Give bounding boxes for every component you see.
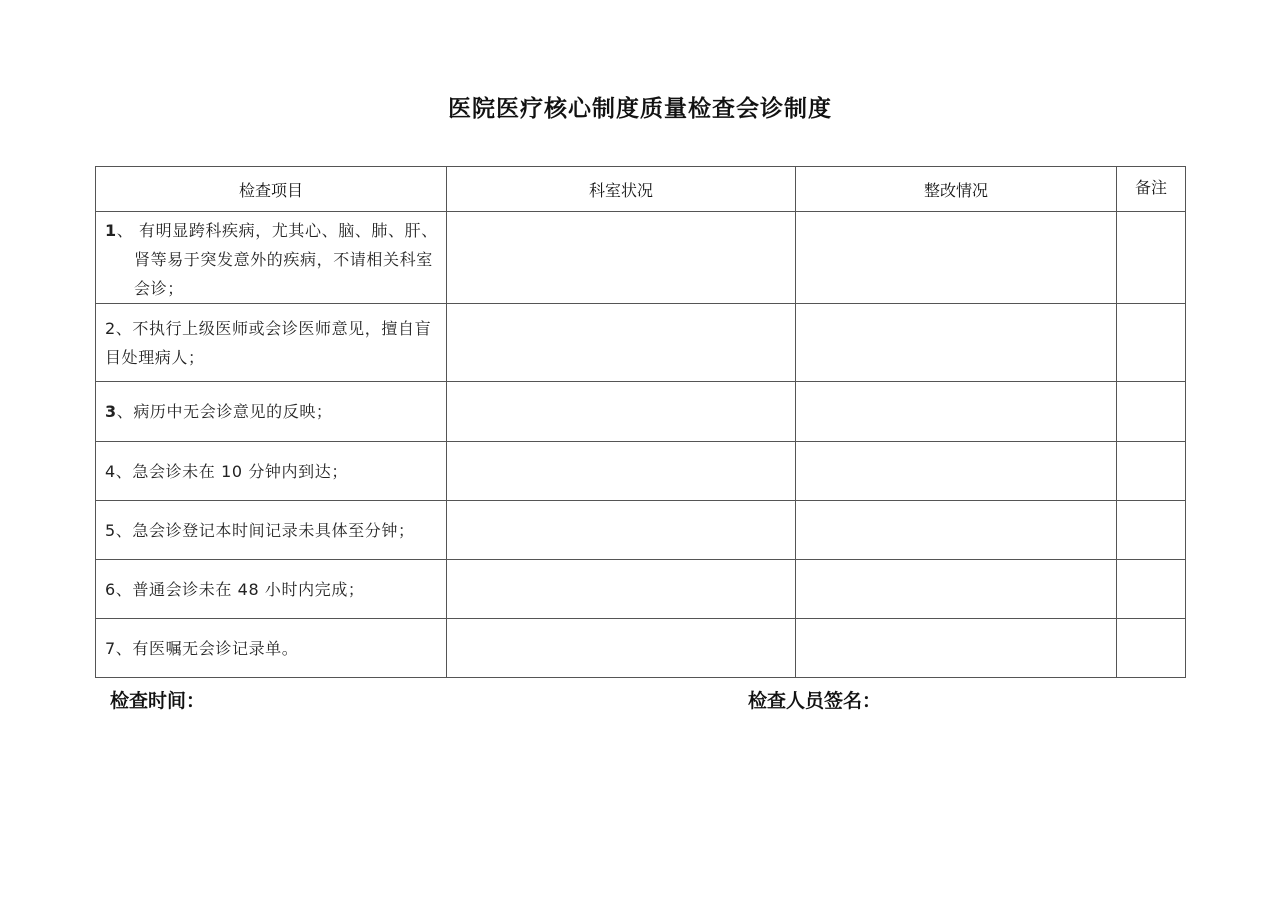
dept-status-cell[interactable]	[447, 619, 796, 678]
table-row	[96, 501, 1186, 560]
row-text: 、有医嘱无会诊记录单。	[115, 638, 299, 658]
dept-status-cell[interactable]	[447, 442, 796, 501]
row-text: 、病历中无会诊意见的反映；	[116, 402, 333, 421]
row-item-5	[96, 501, 447, 560]
remarks-cell[interactable]	[1117, 382, 1186, 442]
table-row	[96, 560, 1186, 619]
remarks-cell[interactable]	[1117, 304, 1186, 382]
header-department-status: 科室状况	[447, 167, 796, 212]
rectification-cell[interactable]	[796, 501, 1117, 560]
check-time-label: 检查时间：	[110, 690, 206, 712]
remarks-cell[interactable]	[1117, 442, 1186, 501]
row-item-2	[96, 304, 447, 382]
remarks-cell[interactable]	[1117, 212, 1186, 304]
row-text: 、急会诊未在 10 分钟内到达；	[115, 461, 348, 481]
inspector-signature-label: 检查人员签名：	[748, 690, 882, 712]
row-item-7	[96, 619, 447, 678]
rectification-cell[interactable]	[796, 304, 1117, 382]
remarks-cell[interactable]	[1117, 560, 1186, 619]
header-rectification: 整改情况	[796, 167, 1117, 212]
row-text: 、不执行上级医师或会诊医师意见，擅自盲目处理病人；	[105, 318, 432, 367]
row-number: 5	[105, 520, 116, 540]
rectification-cell[interactable]	[796, 560, 1117, 619]
row-item-6	[96, 560, 447, 619]
dept-status-cell[interactable]	[447, 212, 796, 304]
remarks-cell[interactable]	[1117, 501, 1186, 560]
row-number: 1	[105, 221, 117, 240]
remarks-cell[interactable]	[1117, 619, 1186, 678]
rectification-cell[interactable]	[796, 442, 1117, 501]
table-row	[96, 382, 1186, 442]
rectification-cell[interactable]	[796, 212, 1117, 304]
row-number: 4	[105, 461, 116, 481]
row-text: 、急会诊登记本时间记录未具体至分钟；	[115, 520, 415, 540]
row-number: 2	[105, 318, 116, 338]
row-item-4	[96, 442, 447, 501]
table-row	[96, 212, 1186, 304]
dept-status-cell[interactable]	[447, 501, 796, 560]
table-row	[96, 619, 1186, 678]
dept-status-cell[interactable]	[447, 304, 796, 382]
row-number: 3	[105, 402, 117, 421]
table-row	[96, 304, 1186, 382]
row-item-3	[96, 382, 447, 442]
row-number: 6	[105, 579, 116, 599]
dept-status-cell[interactable]	[447, 382, 796, 442]
table-header-row	[96, 167, 1186, 212]
row-item-1	[96, 212, 447, 304]
row-text: 、普通会诊未在 48 小时内完成；	[115, 579, 365, 599]
dept-status-cell[interactable]	[447, 560, 796, 619]
table-row	[96, 442, 1186, 501]
inspection-table	[95, 166, 1186, 678]
row-text: 、 有明显跨科疾病，尤其心、脑、肺、肝、肾等易于突发意外的疾病，不请相关科室会诊；	[116, 221, 438, 298]
rectification-cell[interactable]	[796, 382, 1117, 442]
rectification-cell[interactable]	[796, 619, 1117, 678]
document-title: 医院医疗核心制度质量检查会诊制度	[448, 95, 832, 122]
header-inspection-item: 检查项目	[96, 167, 447, 212]
header-remarks: 备注	[1117, 167, 1186, 212]
row-number: 7	[105, 638, 116, 658]
